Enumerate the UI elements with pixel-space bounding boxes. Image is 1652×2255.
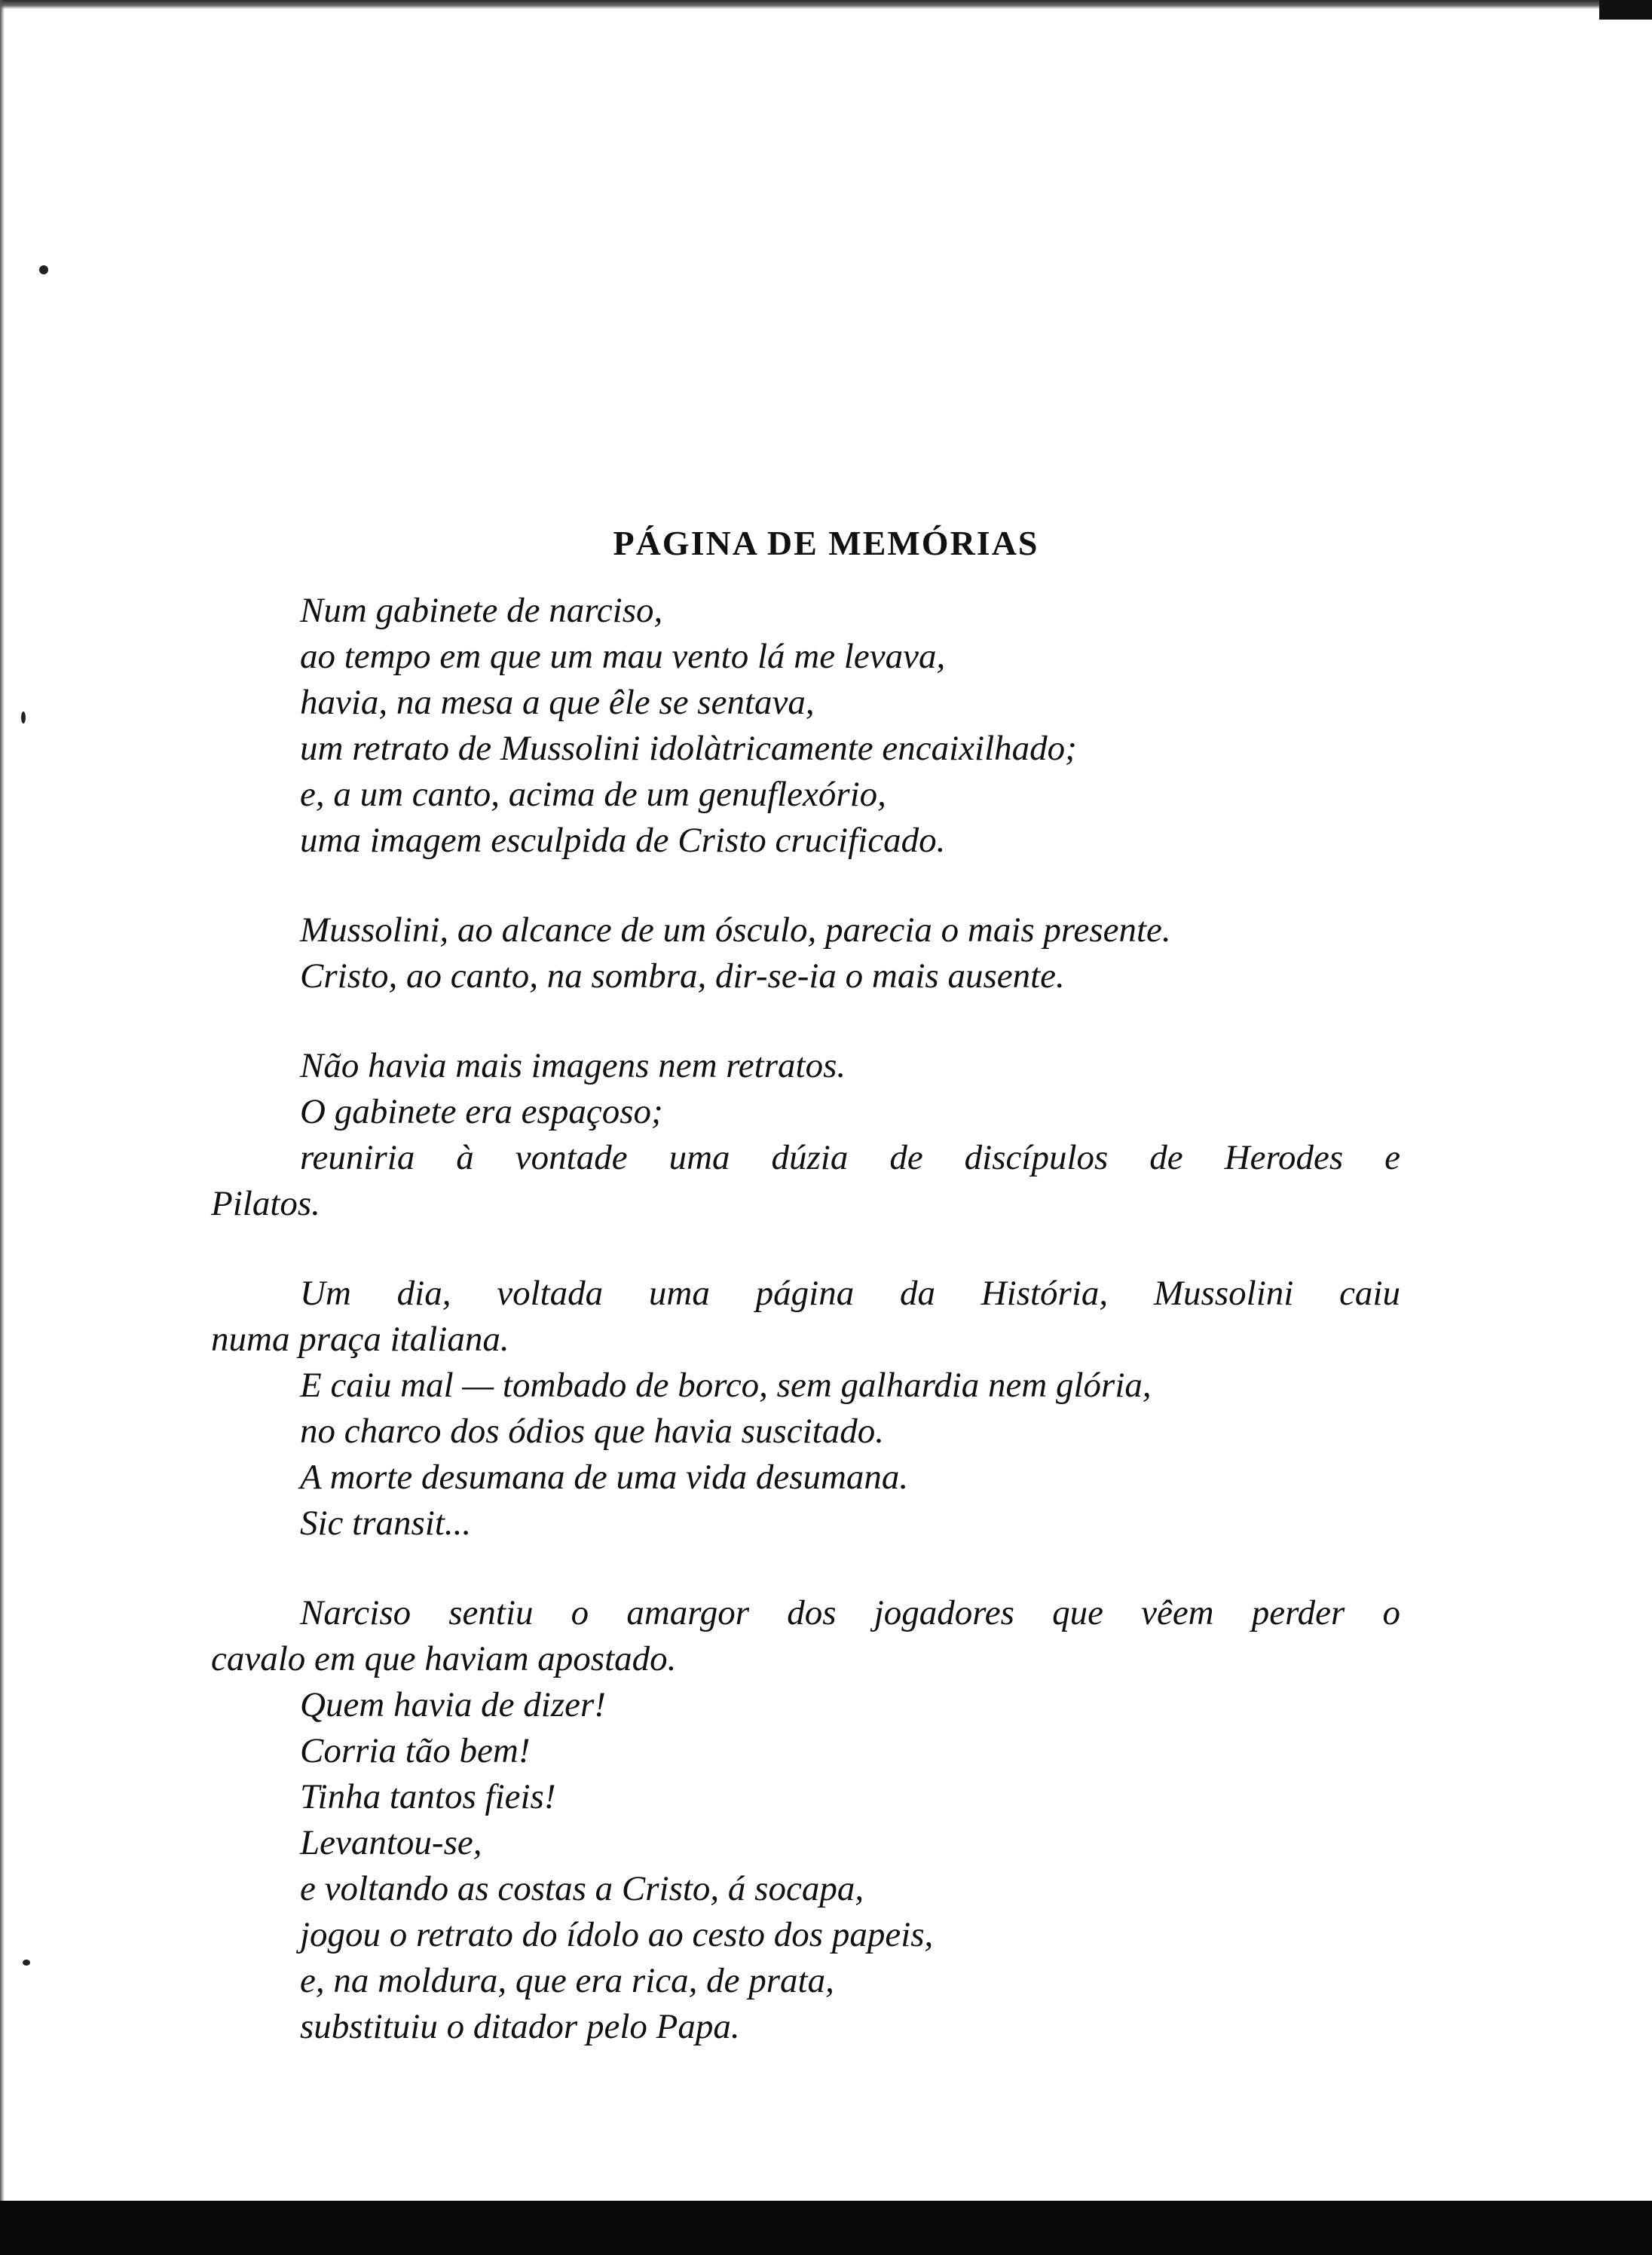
poem-line: e voltando as costas a Cristo, á socapa,	[300, 1869, 864, 1908]
poem-line: um retrato de Mussolini idolàtricamente encaixilhado;	[300, 729, 1077, 768]
scan-speck	[23, 1960, 30, 1966]
poem-line: ao tempo em que um mau vento lá me levava,	[300, 637, 946, 676]
poem-line: Cristo, ao canto, na sombra, dir-se-ia o mais ausente.	[300, 956, 1065, 996]
stanza	[211, 1590, 1400, 2050]
poem-line: Narciso sentiu o amargor dos jogadores que vêem perder o	[300, 1593, 1400, 1632]
scan-top-corner	[1599, 0, 1652, 20]
poem-line: Não havia mais imagens nem retratos.	[300, 1046, 846, 1085]
poem-line: Corria tão bem!	[300, 1731, 531, 1770]
poem-line: Tinha tantos fieis!	[300, 1777, 556, 1816]
poem-line: e, na moldura, que era rica, de prata,	[300, 1961, 834, 2000]
poem-line: uma imagem esculpida de Cristo crucificado.	[300, 821, 946, 860]
poem-line: jogou o retrato do ídolo ao cesto dos papeis,	[300, 1915, 934, 1954]
poem-line: havia, na mesa a que êle se sentava,	[300, 683, 815, 722]
poem-line: A morte desumana de uma vida desumana.	[300, 1458, 909, 1497]
scan-top-edge	[0, 0, 1652, 9]
poem-line: O gabinete era espaçoso;	[300, 1092, 663, 1131]
poem-line: substituiu o ditador pelo Papa.	[300, 2007, 740, 2046]
scan-left-edge	[0, 0, 5, 2255]
poem-line: Quem havia de dizer!	[300, 1685, 606, 1724]
poem-line: cavalo em que haviam apostado.	[211, 1639, 677, 1678]
poem-line: E caiu mal — tombado de borco, sem galhardia nem glória,	[300, 1366, 1152, 1405]
poem-line: numa praça italiana.	[211, 1320, 509, 1359]
poem-line: reuniria à vontade uma dúzia de discípulos de Herodes e	[300, 1138, 1400, 1177]
poem-line: Num gabinete de narciso,	[300, 591, 663, 630]
stanza	[300, 907, 1400, 999]
poem-line: Mussolini, ao alcance de um ósculo, parecia o mais presente.	[300, 910, 1171, 950]
page-title: PÁGINA DE MEMÓRIAS	[613, 523, 1039, 562]
stanza	[300, 588, 1400, 864]
poem-line: Levantou-se,	[300, 1823, 482, 1862]
poem-line: Pilatos.	[211, 1184, 320, 1223]
poem-line: e, a um canto, acima de um genuflexório,	[300, 775, 886, 814]
scan-speck	[21, 711, 26, 724]
scan-bottom-edge	[0, 2201, 1652, 2255]
stanza	[211, 1043, 1400, 1227]
poem-line: Sic transit...	[300, 1504, 472, 1543]
poem	[211, 588, 1400, 2094]
scan-speck	[39, 265, 48, 274]
poem-line: Um dia, voltada uma página da História, Mussolini caiu	[300, 1274, 1400, 1313]
poem-line: no charco dos ódios que havia suscitado.	[300, 1412, 884, 1451]
stanza	[211, 1271, 1400, 1547]
